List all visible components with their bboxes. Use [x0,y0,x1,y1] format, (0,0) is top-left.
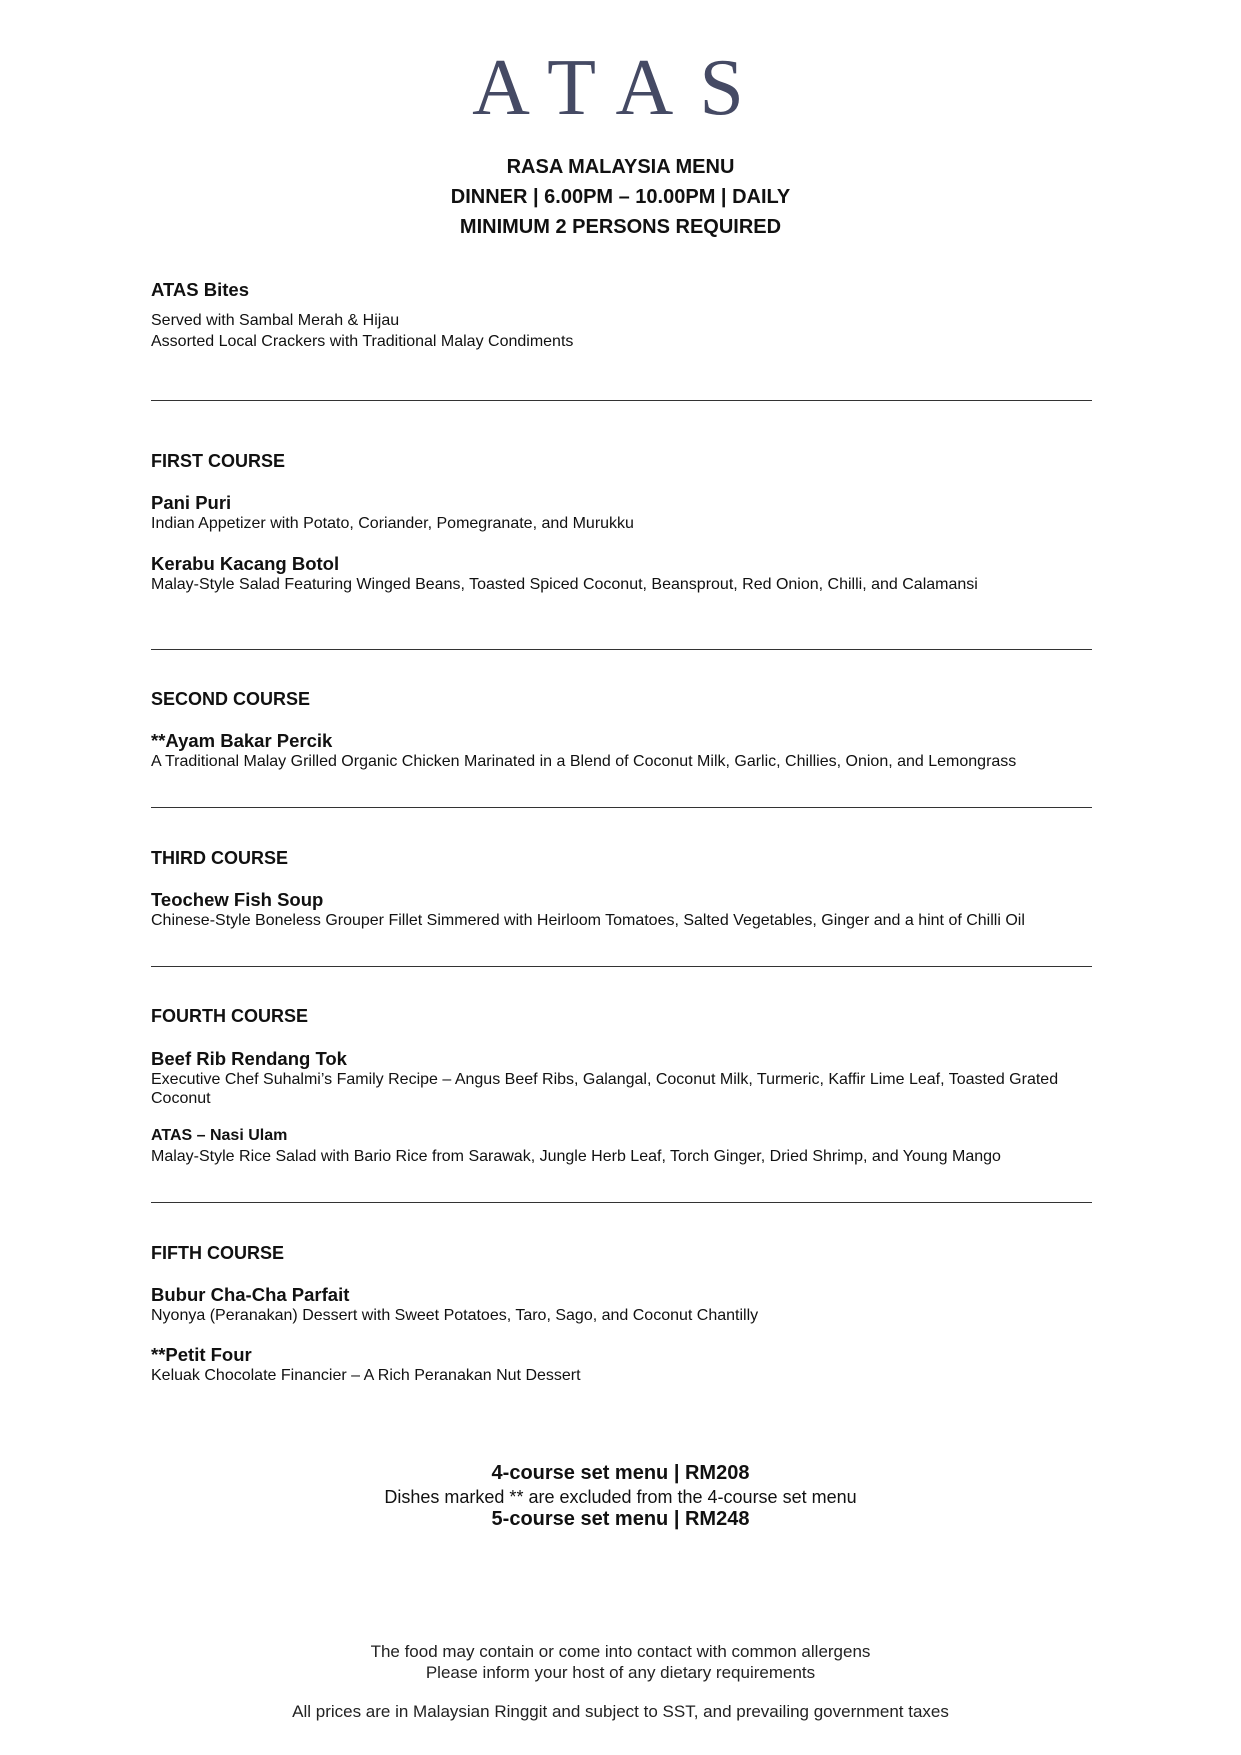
divider [151,649,1092,650]
fifth-course-title: FIFTH COURSE [151,1243,284,1263]
dish-description: Malay-Style Salad Featuring Winged Beans, Toasted Spiced Coconut, Beansprout, Red Onion, Chilli, and Calamansi [151,576,978,593]
divider [151,400,1092,401]
dish-name: Beef Rib Rendang Tok [151,1048,347,1069]
dish-description: Keluak Chocolate Financier – A Rich Peranakan Nut Dessert [151,1367,581,1384]
dish-name: Kerabu Kacang Botol [151,553,340,574]
dietary-notice: Please inform your host of any dietary requirements [425,1663,816,1682]
bites-line-2: Assorted Local Crackers with Traditional Malay Condiments [151,333,574,350]
dish-name: Pani Puri [151,492,232,513]
dish-description: A Traditional Malay Grilled Organic Chicken Marinated in a Blend of Coconut Milk, Garlic, Chillies, Onion, and Lemongrass [151,753,1017,770]
divider [151,807,1092,808]
bites-title: ATAS Bites [151,279,249,300]
dish-description: Executive Chef Suhalmi’s Family Recipe – Angus Beef Ribs, Galangal, Coconut Milk, Turmeric, Kaffir Lime Leaf, Toasted Grated Coconut [151,1071,1059,1107]
menu-title: RASA MALAYSIA MENU [506,156,735,178]
exclusion-note: Dishes marked ** are excluded from the 4-course set menu [384,1487,857,1507]
dish-name: ATAS – Nasi Ulam [151,1127,288,1144]
second-course-title: SECOND COURSE [151,689,311,709]
minimum-persons: MINIMUM 2 PERSONS REQUIRED [459,216,782,238]
tax-notice: All prices are in Malaysian Ringgit and subject to SST, and prevailing government taxes [292,1702,949,1721]
dish-name: **Petit Four [151,1344,252,1365]
atas-logo-text: ATAS [471,52,770,122]
dish-name: Bubur Cha-Cha Parfait [151,1284,350,1305]
dish-description: Indian Appetizer with Potato, Coriander, Pomegranate, and Murukku [151,515,634,532]
dish-name: Teochew Fish Soup [151,889,324,910]
allergen-notice: The food may contain or come into contact with common allergens [370,1642,871,1661]
five-course-price: 5-course set menu | RM248 [491,1508,750,1530]
dish-description: Malay-Style Rice Salad with Bario Rice from Sarawak, Jungle Herb Leaf, Torch Ginger, Dried Shrimp, and Young Mango [151,1148,1001,1165]
fourth-course-title: FOURTH COURSE [151,1006,308,1026]
atas-logo [0,52,1241,122]
dinner-hours: DINNER | 6.00PM – 10.00PM | DAILY [450,186,791,208]
four-course-price: 4-course set menu | RM208 [491,1462,750,1484]
atas-logo-mark [441,52,801,122]
divider [151,966,1092,967]
dish-description: Nyonya (Peranakan) Dessert with Sweet Potatoes, Taro, Sago, and Coconut Chantilly [151,1307,759,1324]
first-course-title: FIRST COURSE [151,451,286,471]
bites-line-1: Served with Sambal Merah & Hijau [151,312,400,329]
dish-name: **Ayam Bakar Percik [151,730,333,751]
dish-description: Chinese-Style Boneless Grouper Fillet Simmered with Heirloom Tomatoes, Salted Vegetables, Ginger and a hint of Chilli Oil [151,912,1025,929]
divider [151,1202,1092,1203]
third-course-title: THIRD COURSE [151,848,289,868]
